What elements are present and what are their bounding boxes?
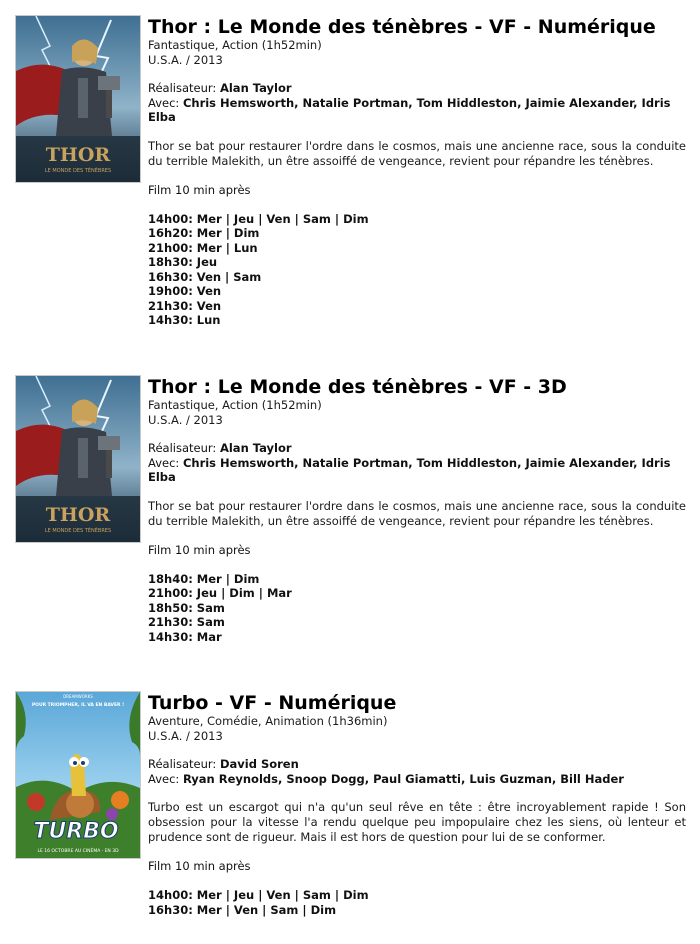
film-origin: U.S.A. / 2013 <box>148 412 223 427</box>
director-label: Réalisateur: <box>148 757 217 771</box>
showtime-row: 14h30: Mar <box>148 629 222 644</box>
film-genre: Aventure, Comédie, Animation (1h36min) <box>148 714 388 728</box>
poster-subtitle-text: LE MONDE DES TÉNÈBRES <box>44 528 112 534</box>
film-note: Film 10 min après <box>148 182 251 197</box>
showtimes-list <box>148 212 686 328</box>
director-name: Alan Taylor <box>219 81 292 95</box>
film-info <box>148 16 686 328</box>
film-title[interactable]: Thor : Le Monde des ténèbres - VF - 3D <box>148 376 567 398</box>
showtime-row: 21h30: Ven <box>148 298 222 313</box>
showtime-row: 18h40: Mer | Dim <box>148 571 260 586</box>
thor-poster-image <box>16 16 140 182</box>
film-synopsis: Thor se bat pour restaurer l'ordre dans le cosmos, mais une ancienne race, sous la conduite du terrible Malekith, un être assoiffé de vengeance, revient pour répandre les ténèbres. <box>148 138 686 168</box>
director-label: Réalisateur: <box>148 441 217 455</box>
director-name: David Soren <box>219 757 299 771</box>
showtimes-list <box>148 888 686 917</box>
film-credits <box>148 81 686 125</box>
showtimes-list <box>148 572 686 645</box>
poster-title-text: THOR <box>45 504 111 526</box>
showtime-row: 14h00: Mer | Jeu | Ven | Sam | Dim <box>148 211 369 226</box>
film-synopsis: Turbo est un escargot qui n'a qu'un seul rêve en tête : être incroyablement rapide ! Son obsession pour la vitesse l'a rendu quelque peu impopulaire chez les siens, où lenteur et prudence sont de rigueur. Mais il est hors de question pour lui de se conformer. <box>148 800 686 844</box>
showtime-row: 16h30: Ven | Sam <box>148 269 262 284</box>
showtime-row: 16h20: Mer | Dim <box>148 226 260 240</box>
film-synopsis: Thor se bat pour restaurer l'ordre dans le cosmos, mais une ancienne race, sous la conduite du terrible Malekith, un être assoiffé de vengeance, revient pour répandre les ténèbres. <box>148 498 686 528</box>
film-genre: Fantastique, Action (1h52min) <box>148 398 322 412</box>
showtime-row: 14h30: Lun <box>148 313 221 327</box>
director-name: Alan Taylor <box>219 441 292 455</box>
showtime-row: 21h30: Sam <box>148 615 225 629</box>
film-info <box>148 692 686 917</box>
cast-names: Chris Hemsworth, Natalie Portman, Tom Hiddleston, Jaimie Alexander, Idris Elba <box>148 455 671 484</box>
cast-names: Ryan Reynolds, Snoop Dogg, Paul Giamatti, Luis Guzman, Bill Hader <box>182 771 624 786</box>
director-label: Réalisateur: <box>148 81 217 95</box>
showtime-row: 21h00: Mer | Lun <box>148 240 258 255</box>
showtime-row: 18h50: Sam <box>148 600 225 615</box>
thor-poster-image <box>16 376 140 542</box>
poster-title-text: TURBO <box>33 819 119 844</box>
cast-label: Avec: <box>148 95 180 110</box>
poster-tagline-text: POUR TRIOMPHER, IL VA EN BAVER ! <box>31 703 125 708</box>
film-credits <box>148 757 686 786</box>
movie-poster[interactable] <box>16 16 140 182</box>
showtime-row: 21h00: Jeu | Dim | Mar <box>148 586 292 600</box>
showtime-row: 19h00: Ven <box>148 284 222 298</box>
film-origin: U.S.A. / 2013 <box>148 728 223 743</box>
cast-label: Avec: <box>148 455 180 470</box>
film-origin: U.S.A. / 2013 <box>148 52 223 67</box>
movie-poster[interactable] <box>16 376 140 542</box>
film-note: Film 10 min après <box>148 542 251 557</box>
showtime-row: 14h00: Mer | Jeu | Ven | Sam | Dim <box>148 888 369 902</box>
cast-names: Chris Hemsworth, Natalie Portman, Tom Hiddleston, Jaimie Alexander, Idris Elba <box>148 95 671 124</box>
film-note: Film 10 min après <box>148 859 251 873</box>
poster-studio-text: DREAMWORKS <box>63 694 93 699</box>
poster-title-text: THOR <box>45 144 111 166</box>
showtime-row: 18h30: Jeu <box>148 255 218 269</box>
film-title[interactable]: Turbo - VF - Numérique <box>148 692 397 714</box>
poster-subtitle-text: LE MONDE DES TÉNÈBRES <box>44 168 112 174</box>
film-genre: Fantastique, Action (1h52min) <box>148 38 322 52</box>
cast-label: Avec: <box>148 771 180 786</box>
film-info <box>148 376 686 644</box>
poster-subtitle-text: LE 16 OCTOBRE AU CINÉMA · EN 3D <box>37 849 119 854</box>
turbo-poster-image <box>16 692 140 858</box>
showtime-row: 16h30: Mer | Ven | Sam | Dim <box>148 902 337 917</box>
film-title[interactable]: Thor : Le Monde des ténèbres - VF - Numérique <box>148 16 656 38</box>
movie-poster[interactable] <box>16 692 140 858</box>
film-credits <box>148 441 686 485</box>
